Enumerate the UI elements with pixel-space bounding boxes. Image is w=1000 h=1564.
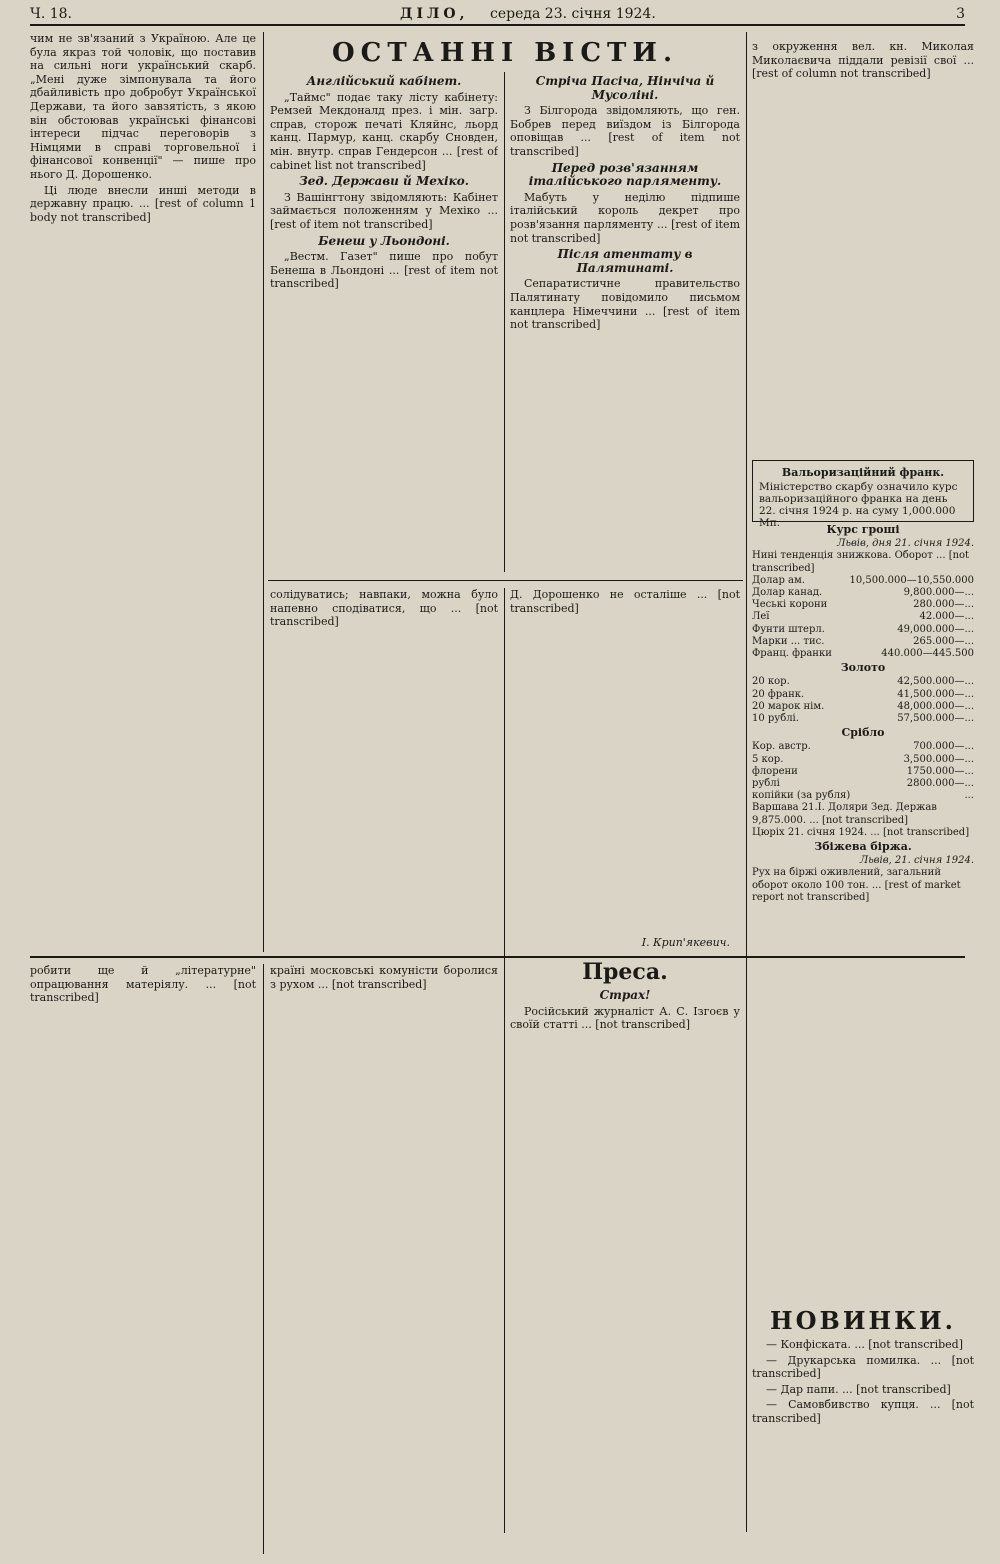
gold-rate-row-label: 20 кор. [752,676,790,688]
warsaw-rates: Варшава 21.І. Доляри Зед. Держав 9,875.000. ... [not transcribed] [752,802,937,826]
gold-rate-row-value: 42,500.000—... [897,676,974,688]
money-rate-row-value: 265.000—... [913,635,974,647]
money-rate-row [752,636,974,648]
silver-rate-row [752,766,974,778]
money-rate-row-value: 280.000—... [913,599,974,611]
column-2-bottom [270,964,498,1504]
money-rate-row-label: Долар ам. [752,574,805,586]
gold-rate-row-value: 48,000.000—... [897,700,974,712]
paragraph: з окруження вел. кн. Миколая Миколаєвича піддали ревізії свої ... [rest of column not transcribed] [752,40,974,81]
news-column-a [270,72,498,574]
silver-rate-row-value: 1750.000—... [906,765,974,777]
money-rate-row [752,611,974,623]
paragraph: чим не зв'язаний з Україною. Але це була якраз той чоловік, що поставив на сильні ноги український скарб. „Мені дуже зімпонувала та його дбайливість про добробут Української Держави, та його завзятість, з якою він обстоював українські фінансові інтереси підчас переговорів з Німцями в справі торговельної і фінансової конвенції" — пише про нього Д. Дорошенко. [30,32,256,181]
money-rate-row [752,575,974,587]
valorization-box [752,460,974,529]
zurich-rates: Цюріх 21. січня 1924. ... [not transcribed] [752,826,970,838]
column-rule [746,32,747,1532]
money-intro: Нині тенденція знижкова. Оборот ... [not transcribed] [752,550,970,574]
paragraph: країні московські комуністи боролися з рухом ... [not transcribed] [270,964,498,991]
gold-rate-row-value: 41,500.000—... [897,688,974,700]
silver-rate-row [752,778,974,790]
column-4-top [752,40,974,456]
money-rate-row-value: 10,500.000—10,550.000 [849,574,974,586]
paragraph: Д. Дорошенко не осталіше ... [not transcribed] [510,588,740,615]
gold-rate-row-label: 20 марок нім. [752,700,825,712]
main-title: ОСТАННІ ВІСТИ. [331,38,678,68]
money-rate-row [752,587,974,599]
money-rate-row [752,599,974,611]
headline-benes: Бенеш у Льондоні. [318,233,450,248]
middle-column-left [270,588,498,948]
gold-rate-row-label: 20 франк. [752,688,805,700]
silver-rate-row-value: 3,500.000—... [903,753,974,765]
silver-rate-row-label: флорени [752,765,798,777]
gold-rate-row-label: 10 рублі. [752,713,799,725]
money-rate-row-label: Чеські корони [752,599,828,611]
headline-mexico: Зед. Держави й Мехіко. [299,174,469,189]
gold-rate-row-value: 57,500.000—... [897,713,974,725]
silver-rate-row [752,741,974,753]
money-heading: Курс гроші [826,523,900,536]
paper-title: ДІЛО, [400,6,469,22]
news-benes: „Вестм. Газет" пише про побут Бенеша в Льондоні ... [rest of item not transcribed] [270,250,498,291]
column-1-top [30,32,256,949]
news-item: — Самовбивство купця. ... [not transcribed] [752,1398,974,1425]
news-item: — Дар папи. ... [not transcribed] [766,1382,951,1396]
headline-palatinate: Після атентату в Палятинаті. [557,247,693,275]
novynky-title: НОВИНКИ. [769,1306,957,1335]
valorization-text: Міністерство скарбу означило курс вальоризаційного франка на день 22. січня 1924 р. на суму 1,000.000 Мп. [759,481,958,529]
section-rule [30,956,965,958]
news-item: — Друкарська помилка. ... [not transcribed] [752,1353,974,1381]
silver-rate-row-value: ... [964,790,974,802]
issue-number: Ч. 18. [30,6,72,22]
middle-column-right [510,588,740,934]
silver-rate-row [752,790,974,802]
column-rule [504,588,505,1533]
silver-heading: Срібло [841,726,885,740]
money-rates [752,522,974,904]
grain-date: Львів, 21. січня 1924. [859,855,974,867]
silver-rate-row-label: 5 кор. [752,753,784,765]
section-rule [268,580,743,581]
gold-rate-row [752,701,974,713]
headline-italy: Перед розв'язанням італійського парляменту. [528,160,722,189]
money-rate-row-value: 440.000—445.500 [881,648,974,660]
silver-rate-row-label: копійки (за рубля) [752,790,851,802]
gold-rate-row [752,713,974,725]
column-rule [504,72,505,572]
news-column-b [510,72,740,574]
paragraph: солідуватись; навпаки, можна було напевно сподіватися, що ... [not transcribed] [270,588,498,629]
press-section [510,958,740,1554]
news-italy: Мабуть у неділю підпише італійський король декрет про розв'язання парляменту ... [rest of item not transcribed] [510,190,740,245]
issue-date: середа 23. січня 1924. [490,6,656,22]
gold-rate-row [752,676,974,688]
money-rate-row-label: Марки ... тис. [752,635,825,647]
press-subtitle: Страх! [599,988,651,1002]
press-text: Російський журналіст А. С. Ізгоєв у своїй статті ... [not transcribed] [510,1004,740,1032]
grain-heading: Збіжева біржа. [814,840,912,854]
money-rate-row-value: 42.000—... [919,611,974,623]
silver-rate-row [752,754,974,766]
money-rate-row-label: Леї [752,611,770,623]
money-rate-row-value: 9,800.000—... [903,587,974,599]
silver-rate-row-value: 2800.000—... [906,778,974,790]
silver-rate-row-label: Кор. австр. [752,741,811,753]
header-rule [30,24,965,26]
news-palatinate: Сепаратистичне правительство Палятинату повідомило письмом канцлера Німеччини ... [rest of item not transcribed] [510,277,740,332]
headline-meeting: Стріча Пасіча, Нінчіча й Мусоліні. [535,74,715,102]
news-item: — Конфіската. ... [not transcribed] [766,1338,964,1351]
silver-rate-row-label: рублі [752,778,780,790]
money-rate-row-label: Франц. франки [752,648,832,660]
news-cabinet: „Таймс" подає таку лісту кабінету: Ремзей Мекдоналд през. і мін. загр. справ, сторож печаті Кляйнс, льорд канц. Пармур, канц. скарбу Сновден, мін. внутр. справ Гендерсон ... [rest of cabinet list not transcribed] [270,90,498,172]
money-rate-row-label: Долар канад. [752,587,823,599]
paragraph: робити ще й „літературне" опрацювання матеріялу. ... [not transcribed] [30,964,256,1005]
gold-rate-row [752,689,974,701]
money-rate-row-label: Фунти штерл. [752,623,825,635]
silver-rate-row-value: 700.000—... [913,741,974,753]
page-header [30,6,965,22]
column-rule [263,32,264,952]
column-1-bottom [30,964,256,1554]
page-number: 3 [956,6,965,22]
gold-heading: Золото [840,661,886,675]
column-rule [263,964,264,1554]
headline-cabinet: Англійський кабінет. [306,74,462,88]
money-rate-row-value: 49,000.000—... [897,623,974,635]
money-rate-row [752,648,974,660]
author-signature: І. Крип'якевич. [641,936,730,949]
valorization-heading: Вальоризаційний франк. [781,466,945,479]
news-meeting: З Білгорода звідомляють, що ген. Бобрев перед виїздом із Білгорода оповіщав ... [rest of item not transcribed] [510,104,740,158]
paragraph: Ці люде внесли инші методи в державну працю. ... [rest of column 1 body not transcribed] [30,183,256,224]
news-mexico: З Вашінгтону звідомляють: Кабінет займається положенням у Мехіко ... [rest of item not transcribed] [270,190,498,231]
grain-text: Рух на біржі оживлений, загальний оборот около 100 тон. ... [rest of market report not transcribed] [752,867,961,903]
money-date: Львів, дня 21. січня 1924. [837,538,974,550]
news-items [752,1304,974,1554]
money-rate-row [752,624,974,636]
press-title: Преса. [582,959,668,985]
